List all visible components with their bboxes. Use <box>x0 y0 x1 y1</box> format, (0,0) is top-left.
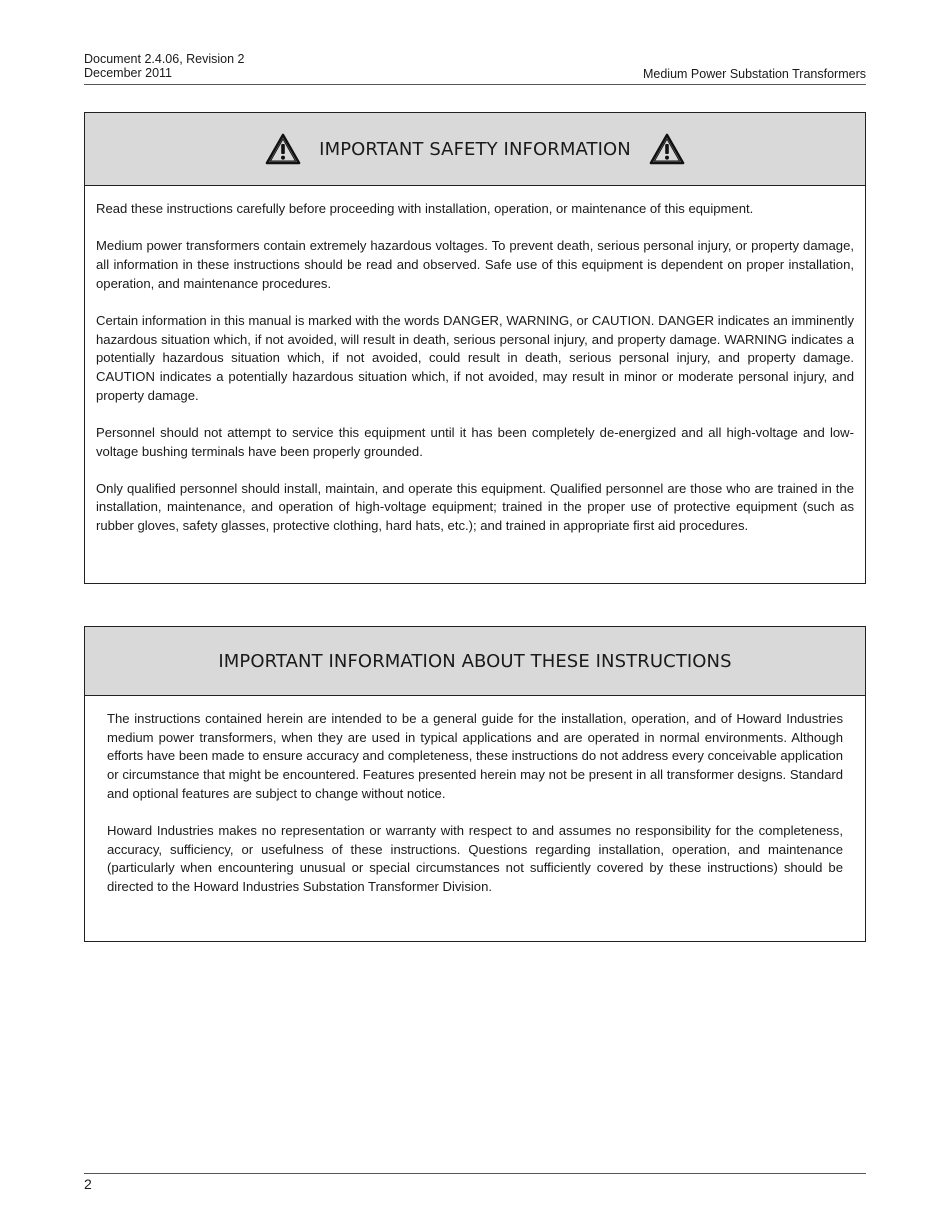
instructions-information-box <box>84 626 866 942</box>
document-date: December 2011 <box>84 66 173 80</box>
instructions-body <box>85 696 865 897</box>
instructions-paragraph: Howard Industries makes no representation or warranty with respect to and assumes no responsibility for the completeness, accuracy, sufficiency, or usefulness of these instructions. Questions regarding installation, operation, and maintenance (particularly when encountering unusual or special circumstances not sufficiently covered by these instructions) should be directed to the Howard Industries Substation Transformer Division. <box>107 823 843 895</box>
safety-paragraph: Read these instructions carefully before proceeding with installation, operation, or maintenance of this equipment. <box>96 201 754 216</box>
page-header <box>84 52 866 85</box>
header-left <box>84 52 245 80</box>
page-number: 2 <box>84 1176 92 1192</box>
warning-triangle-icon <box>649 133 685 165</box>
footer-rule <box>84 1173 866 1174</box>
safety-heading: IMPORTANT SAFETY INFORMATION <box>319 138 631 160</box>
safety-paragraph: Only qualified personnel should install, maintain, and operate this equipment. Qualified personnel are those who are trained in the installation, maintenance, and operation of high-voltage equipment; trained in the proper use of protective equipment (such as rubber gloves, safety glasses, protective clothing, hard hats, etc.); and trained in appropriate first aid procedures. <box>96 480 854 534</box>
safety-paragraph: Certain information in this manual is marked with the words DANGER, WARNING, or CAUTION. DANGER indicates an imminently hazardous situation which, if not avoided, will result in death, serious personal injury, and property damage. WARNING indicates a potentially hazardous situation which, if not avoided, could result in death, serious personal injury, and property damage. CAUTION indicates a potentially hazardous situation which, if not avoided, may result in minor or moderate personal injury, and property damage. <box>96 312 854 403</box>
safety-information-box <box>84 112 866 584</box>
instructions-heading: IMPORTANT INFORMATION ABOUT THESE INSTRUCTIONS <box>218 650 732 672</box>
document-number: Document 2.4.06, Revision 2 <box>84 52 245 66</box>
warning-triangle-icon <box>265 133 301 165</box>
safety-body <box>85 186 865 536</box>
safety-paragraph: Personnel should not attempt to service this equipment until it has been completely de-energized and all high-voltage and low-voltage bushing terminals have been properly grounded. <box>96 424 854 459</box>
instructions-heading-bar <box>85 627 865 696</box>
safety-heading-bar <box>85 113 865 186</box>
document-title: Medium Power Substation Transformers <box>642 67 866 81</box>
safety-paragraph: Medium power transformers contain extremely hazardous voltages. To prevent death, serious personal injury, or property damage, all information in these instructions should be read and observed. Safe use of this equipment is dependent on proper installation, operation, and maintenance procedures. <box>96 238 854 291</box>
instructions-paragraph: The instructions contained herein are intended to be a general guide for the installation, operation, and of Howard Industries medium power transformers, when they are used in typical applications and are operated in normal environments. Although efforts have been made to ensure accuracy and completeness, these instructions do not address every conceivable application or circumstance that might be encountered. Features presented herein may not be present in all transformer designs. Standard and optional features are subject to change without notice. <box>107 711 843 801</box>
